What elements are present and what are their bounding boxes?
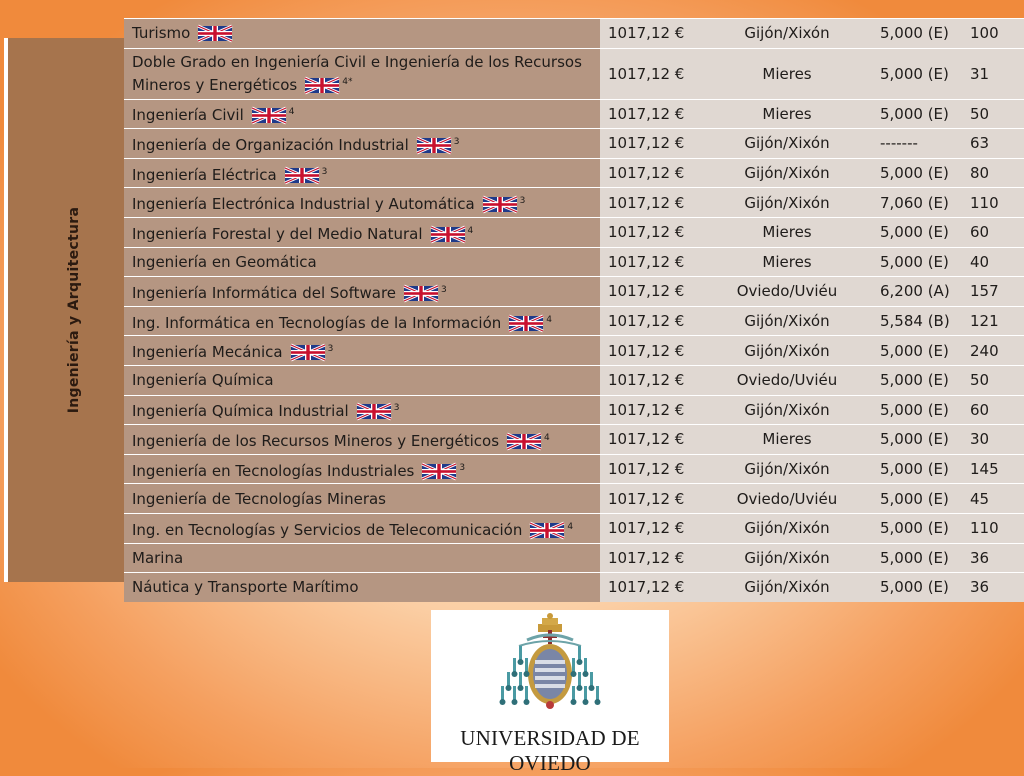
degree-name-cell: [124, 307, 600, 336]
price-cell: 1017,12 €: [600, 484, 712, 513]
table-row: [124, 395, 1024, 425]
degree-name: Ingeniería en Tecnologías Industriales: [132, 461, 415, 480]
degree-name: Doble Grado en Ingeniería Civil e Ingeniería de los Recursos Mineros y Energéticos: [132, 53, 582, 95]
table-row: [124, 543, 1024, 573]
cutoff-grade-cell: 5,000 (E): [862, 19, 962, 48]
price-cell: 1017,12 €: [600, 366, 712, 395]
campus-cell: Gijón/Xixón: [712, 455, 862, 484]
degree-name-cell: [124, 396, 600, 425]
degree-name: Ing. en Tecnologías y Servicios de Telecomunicación: [132, 520, 523, 539]
degree-name: Turismo: [132, 24, 191, 43]
price-cell: 1017,12 €: [600, 396, 712, 425]
uk-flag-icon: [422, 464, 456, 479]
category-label: Ingeniería y Arquitectura: [66, 206, 82, 414]
price-cell: 1017,12 €: [600, 544, 712, 573]
cutoff-grade-cell: 5,000 (E): [862, 100, 962, 129]
table-row: [124, 454, 1024, 484]
uk-flag-icon: [305, 78, 339, 93]
table-rows: [124, 18, 1024, 602]
places-cell: 80: [962, 159, 1024, 188]
price-cell: 1017,12 €: [600, 248, 712, 277]
price-cell: 1017,12 €: [600, 307, 712, 336]
places-cell: 145: [962, 455, 1024, 484]
uk-flag-icon: [509, 316, 543, 331]
price-cell: 1017,12 €: [600, 573, 712, 602]
degree-name: Náutica y Transporte Marítimo: [132, 578, 359, 597]
degree-name-cell: [124, 49, 600, 99]
language-level-note: 4: [567, 521, 574, 532]
places-cell: 60: [962, 218, 1024, 247]
table-row: [124, 217, 1024, 247]
cutoff-grade-cell: 5,000 (E): [862, 484, 962, 513]
degree-name: Ing. Informática en Tecnologías de la Información: [132, 313, 502, 332]
degree-name: Ingeniería Forestal y del Medio Natural: [132, 224, 423, 243]
campus-cell: Gijón/Xixón: [712, 544, 862, 573]
degree-name: Ingeniería Eléctrica: [132, 165, 277, 184]
places-cell: 110: [962, 188, 1024, 217]
table-row: [124, 424, 1024, 454]
price-cell: 1017,12 €: [600, 159, 712, 188]
uk-flag-icon: [431, 227, 465, 242]
degree-name: Ingeniería Electrónica Industrial y Automática: [132, 195, 475, 214]
cutoff-grade-cell: 5,584 (B): [862, 307, 962, 336]
cutoff-grade-cell: 5,000 (E): [862, 396, 962, 425]
degree-name-cell: [124, 129, 600, 158]
table-row: [124, 187, 1024, 217]
degree-name: Ingeniería Civil: [132, 106, 244, 125]
category-column: [8, 38, 124, 582]
places-cell: 31: [962, 49, 1024, 99]
campus-cell: Oviedo/Uviéu: [712, 366, 862, 395]
table-row: [124, 18, 1024, 48]
campus-cell: Mieres: [712, 100, 862, 129]
university-logo: [431, 610, 669, 775]
price-cell: 1017,12 €: [600, 19, 712, 48]
table-row: [124, 128, 1024, 158]
degree-name-cell: [124, 19, 600, 48]
cutoff-grade-cell: 5,000 (E): [862, 455, 962, 484]
degree-name-cell: [124, 455, 600, 484]
degree-name-cell: [124, 425, 600, 454]
price-cell: 1017,12 €: [600, 129, 712, 158]
price-cell: 1017,12 €: [600, 188, 712, 217]
language-level-note: 4*: [342, 77, 353, 88]
cutoff-grade-cell: -------: [862, 129, 962, 158]
language-level-note: 3: [459, 462, 466, 473]
language-level-note: 3: [441, 284, 447, 295]
degree-name: Ingeniería Mecánica: [132, 343, 283, 362]
table-row: [124, 99, 1024, 129]
uk-flag-icon: [291, 345, 325, 360]
places-cell: 63: [962, 129, 1024, 158]
table-row: [124, 247, 1024, 277]
degree-name-cell: [124, 573, 600, 602]
places-cell: 36: [962, 573, 1024, 602]
places-cell: 30: [962, 425, 1024, 454]
uk-flag-icon: [357, 404, 391, 419]
degree-name-cell: [124, 188, 600, 217]
places-cell: 157: [962, 277, 1024, 306]
degree-name-cell: [124, 366, 600, 395]
uk-flag-icon: [530, 523, 564, 538]
cutoff-grade-cell: 6,200 (A): [862, 277, 962, 306]
uk-flag-icon: [198, 26, 232, 41]
language-level-note: 4: [546, 314, 552, 325]
university-name: UNIVERSIDAD DE OVIEDO: [460, 726, 640, 775]
campus-cell: Mieres: [712, 425, 862, 454]
places-cell: 45: [962, 484, 1024, 513]
price-cell: 1017,12 €: [600, 425, 712, 454]
uk-flag-icon: [285, 168, 319, 183]
degree-name: Ingeniería Informática del Software: [132, 283, 397, 302]
language-level-note: 3: [393, 403, 400, 414]
campus-cell: Mieres: [712, 49, 862, 99]
language-level-note: 3: [519, 196, 526, 207]
price-cell: 1017,12 €: [600, 218, 712, 247]
campus-cell: Gijón/Xixón: [712, 396, 862, 425]
degree-name: Ingeniería Química Industrial: [132, 402, 349, 421]
places-cell: 60: [962, 396, 1024, 425]
table-row: [124, 513, 1024, 543]
cutoff-grade-cell: 5,000 (E): [862, 159, 962, 188]
degree-name-cell: [124, 218, 600, 247]
cutoff-grade-cell: 5,000 (E): [862, 336, 962, 365]
degree-name: Ingeniería Química: [132, 371, 274, 390]
uk-flag-icon: [252, 108, 286, 123]
table-row: [124, 48, 1024, 99]
uk-flag-icon: [417, 138, 451, 153]
campus-cell: Gijón/Xixón: [712, 19, 862, 48]
price-cell: 1017,12 €: [600, 455, 712, 484]
cutoff-grade-cell: 5,000 (E): [862, 248, 962, 277]
places-cell: 36: [962, 544, 1024, 573]
language-level-note: 4: [544, 432, 550, 443]
places-cell: 40: [962, 248, 1024, 277]
price-cell: 1017,12 €: [600, 336, 712, 365]
degree-name-cell: [124, 484, 600, 513]
price-cell: 1017,12 €: [600, 49, 712, 99]
degree-name-cell: [124, 514, 600, 543]
price-cell: 1017,12 €: [600, 100, 712, 129]
table-row: [124, 335, 1024, 365]
language-level-note: 4: [467, 225, 474, 236]
places-cell: 110: [962, 514, 1024, 543]
language-level-note: 3: [453, 136, 460, 147]
language-level-note: 3: [327, 344, 334, 355]
uk-flag-icon: [404, 286, 438, 301]
degree-name: Marina: [132, 548, 184, 567]
degree-name-cell: [124, 159, 600, 188]
places-cell: 50: [962, 366, 1024, 395]
campus-cell: Gijón/Xixón: [712, 159, 862, 188]
language-level-note: 3: [321, 166, 328, 177]
cutoff-grade-cell: 5,000 (E): [862, 544, 962, 573]
degree-name: Ingeniería en Geomática: [132, 252, 317, 271]
campus-cell: Gijón/Xixón: [712, 573, 862, 602]
degree-name: Ingeniería de los Recursos Mineros y Energéticos: [132, 431, 500, 450]
campus-cell: Gijón/Xixón: [712, 336, 862, 365]
table-row: [124, 483, 1024, 513]
places-cell: 240: [962, 336, 1024, 365]
places-cell: 100: [962, 19, 1024, 48]
cutoff-grade-cell: 5,000 (E): [862, 218, 962, 247]
campus-cell: Gijón/Xixón: [712, 514, 862, 543]
uk-flag-icon: [483, 197, 517, 212]
table-row: [124, 306, 1024, 336]
cutoff-grade-cell: 5,000 (E): [862, 49, 962, 99]
table-row: [124, 365, 1024, 395]
cutoff-grade-cell: 5,000 (E): [862, 366, 962, 395]
degree-name: Ingeniería de Tecnologías Mineras: [132, 489, 386, 508]
table-row: [124, 572, 1024, 602]
places-cell: 121: [962, 307, 1024, 336]
campus-cell: Oviedo/Uviéu: [712, 484, 862, 513]
cutoff-grade-cell: 5,000 (E): [862, 425, 962, 454]
degree-name-cell: [124, 100, 600, 129]
table-row: [124, 158, 1024, 188]
campus-cell: Gijón/Xixón: [712, 188, 862, 217]
cutoff-grade-cell: 5,000 (E): [862, 573, 962, 602]
university-coat-of-arms-icon: [431, 610, 669, 730]
degree-name-cell: [124, 336, 600, 365]
price-cell: 1017,12 €: [600, 277, 712, 306]
price-cell: 1017,12 €: [600, 514, 712, 543]
degree-name-cell: [124, 248, 600, 277]
degree-name-cell: [124, 277, 600, 306]
campus-cell: Oviedo/Uviéu: [712, 277, 862, 306]
campus-cell: Mieres: [712, 218, 862, 247]
degree-name: Ingeniería de Organización Industrial: [132, 135, 409, 154]
degrees-table: [4, 24, 1024, 597]
campus-cell: Mieres: [712, 248, 862, 277]
campus-cell: Gijón/Xixón: [712, 129, 862, 158]
language-level-note: 4: [288, 107, 295, 118]
degree-name-cell: [124, 544, 600, 573]
uk-flag-icon: [507, 434, 541, 449]
table-row: [124, 276, 1024, 306]
cutoff-grade-cell: 5,000 (E): [862, 514, 962, 543]
campus-cell: Gijón/Xixón: [712, 307, 862, 336]
cutoff-grade-cell: 7,060 (E): [862, 188, 962, 217]
places-cell: 50: [962, 100, 1024, 129]
